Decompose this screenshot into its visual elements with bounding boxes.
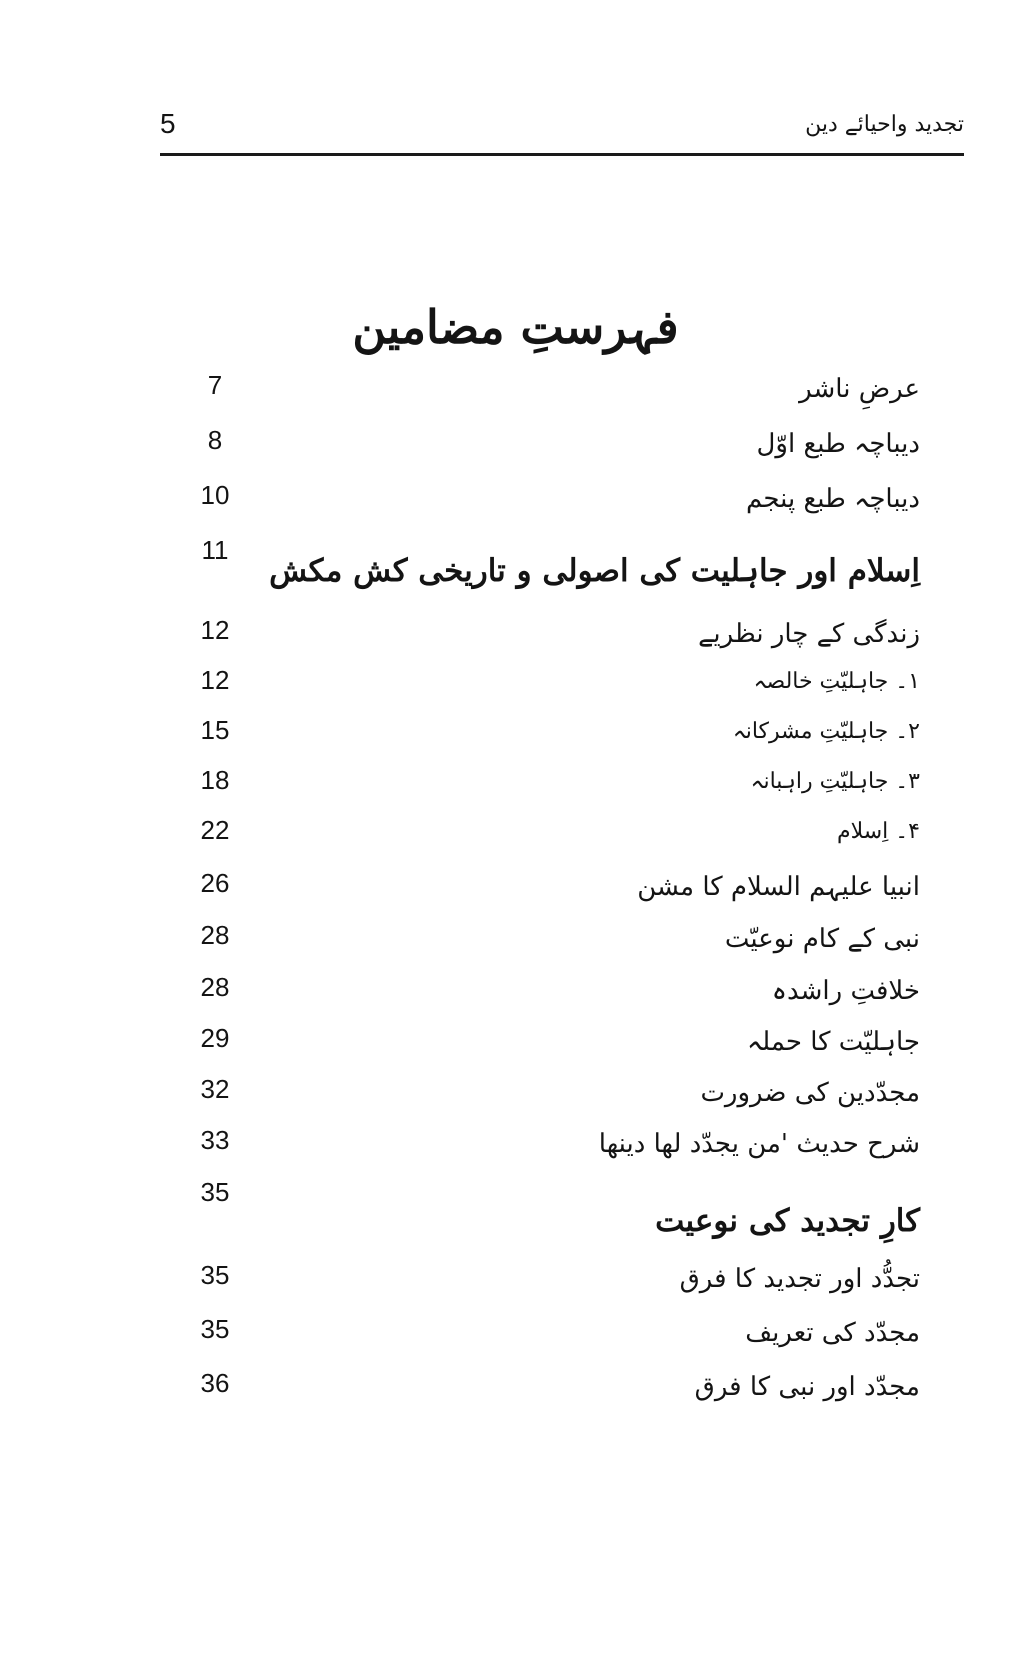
- toc-entry: [180, 1314, 920, 1366]
- toc-entry-label: شرح حدیث 'من یجدّد لھا دینھا: [598, 1129, 920, 1159]
- toc-entry-label: انبیا علیہم السلام کا مشن: [637, 872, 920, 902]
- toc-entry: [180, 615, 920, 667]
- toc-page-number: 12: [200, 665, 230, 695]
- toc-entry: [180, 868, 920, 920]
- toc-page-number: 35: [200, 1314, 230, 1344]
- toc-entry: [180, 715, 920, 767]
- toc-entry: [180, 1368, 920, 1420]
- toc-entry-label: ۲۔ جاہلیّتِ مشرکانہ: [732, 719, 920, 744]
- toc-entry: [180, 972, 920, 1024]
- toc-entry-label: دیباچہ طبع پنجم: [746, 484, 920, 514]
- toc-entry: [180, 1177, 920, 1239]
- toc-page-number: 15: [200, 715, 230, 745]
- toc-page-number: 22: [200, 815, 230, 845]
- toc-page-number: 8: [207, 425, 223, 455]
- toc-section-heading: اِسلام اور جاہلیت کی اصولی و تاریخی کش مکش: [269, 553, 920, 589]
- toc-page-number: 10: [200, 480, 230, 510]
- toc-page-number: 26: [200, 868, 230, 898]
- toc-page-number: 18: [200, 765, 230, 795]
- toc-page-number: 35: [200, 1260, 230, 1290]
- toc-entry-label: جاہلیّت کا حملہ: [747, 1027, 920, 1057]
- toc-page-number: 36: [200, 1368, 230, 1398]
- toc-entry: [180, 370, 920, 422]
- toc-page-number: 11: [201, 535, 229, 565]
- toc-page-number: 32: [200, 1074, 230, 1104]
- toc-section-heading: کارِ تجدید کی نوعیت: [655, 1203, 920, 1239]
- toc-entry: [180, 1125, 920, 1177]
- toc-page-number: 28: [200, 972, 230, 1002]
- toc-entry-label: تجدُّد اور تجدید کا فرق: [679, 1264, 920, 1294]
- page-header: [160, 108, 964, 156]
- toc-entry-label: دیباچہ طبع اوّل: [756, 429, 920, 459]
- toc-entry: [180, 815, 920, 867]
- toc-entry-label: مجدّدین کی ضرورت: [700, 1078, 920, 1108]
- toc-entry-label: ۴۔ اِسلام: [836, 819, 920, 844]
- toc-entry: [180, 480, 920, 532]
- toc-page-number: 12: [200, 615, 230, 645]
- toc-page-number: 29: [200, 1023, 230, 1053]
- toc-title: فہرستِ مضامین: [352, 300, 679, 354]
- toc-entry-label: مجدّد کی تعریف: [745, 1318, 920, 1348]
- toc-entry-label: مجدّد اور نبی کا فرق: [694, 1372, 920, 1402]
- toc-entry-label: ۳۔ جاہلیّتِ راہبانہ: [750, 769, 920, 794]
- toc-entry: [180, 425, 920, 477]
- toc-entry: [180, 1023, 920, 1075]
- toc-entry: [180, 665, 920, 717]
- toc-page-number: 33: [200, 1125, 230, 1155]
- toc-entry: [180, 1074, 920, 1126]
- page-number: 5: [160, 108, 176, 139]
- toc-entry-label: زندگی کے چار نظریے: [698, 619, 920, 649]
- toc-entry-label: خلافتِ راشدہ: [771, 976, 920, 1006]
- toc-page-number: 28: [200, 920, 230, 950]
- toc-entry: [180, 1260, 920, 1312]
- toc-entry: [180, 920, 920, 972]
- toc-page-number: 7: [207, 370, 223, 400]
- toc-page-number: 35: [200, 1177, 230, 1207]
- toc-entry-label: عرضِ ناشر: [799, 374, 920, 404]
- toc-entry-label: ۱۔ جاہلیّتِ خالصہ: [753, 669, 920, 694]
- running-title: تجدید واحیائے دین: [805, 112, 964, 137]
- toc-entry-label: نبی کے کام نوعیّت: [724, 924, 920, 954]
- toc-entry: [180, 535, 920, 587]
- toc-entry: [180, 765, 920, 817]
- header-rule: [160, 153, 964, 156]
